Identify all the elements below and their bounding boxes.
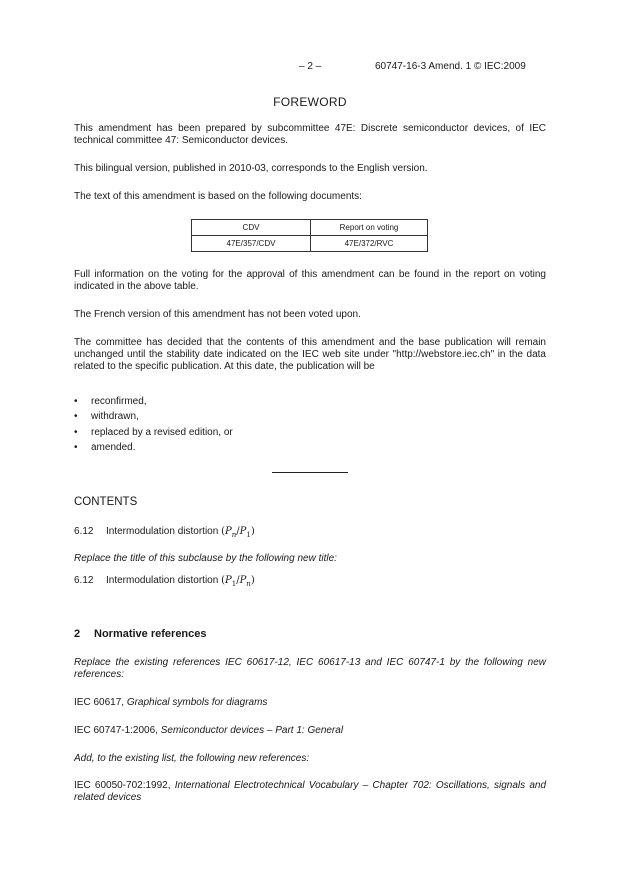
foreword-paragraph-6: The committee has decided that the contents of this amendment and the base publication will remain unchanged until the stability date indicated on the IEC web site under "http://webstore.iec.ch" in the data related to the specific publication. At this date, the publication will be [74,337,546,372]
list-item: • replaced by a revised edition, or [74,426,233,438]
formula-old: $(P_n/P_1)$ [221,526,255,539]
document-reference: 60747-16-3 Amend. 1 © IEC:2009 [375,61,526,72]
voting-documents-table [191,219,428,252]
references-instruction-1: Replace the existing references IEC 60617-12, IEC 60617-13 and IEC 60747-1 by the following new references: [74,657,546,680]
contents-new-item [74,575,255,590]
contents-title: CONTENTS [74,496,138,508]
section-divider [272,472,348,473]
reference-item: IEC 60050-702:1992, International Electrotechnical Vocabulary – Chapter 702: Oscillations, signals and related devices [74,780,547,803]
bullet-icon: • [74,411,78,423]
foreword-paragraph-2: This bilingual version, published in 2010-03, corresponds to the English version. [74,163,428,174]
bullet-icon: • [74,396,78,407]
bullet-icon: • [74,426,78,438]
contents-instruction: Replace the title of this subclause by the following new title: [74,553,337,564]
list-item: • withdrawn, [74,411,139,423]
foreword-paragraph-4: Full information on the voting for the approval of this amendment can be found in the report on voting indicated in the above table. [74,269,546,292]
table-row [192,236,428,252]
foreword-title: FOREWORD [273,95,347,109]
foreword-paragraph-3: The text of this amendment is based on the following documents: [74,191,362,202]
subclause-title: Intermodulation distortion [106,526,219,537]
formula-new: $(P_1/P_n)$ [221,575,255,588]
section-number: 2 [74,628,81,640]
table-cell: 47E/357/CDV [192,236,311,252]
section-title: Normative references [94,628,207,640]
subclause-title: Intermodulation distortion [106,575,219,586]
bullet-icon: • [74,441,78,453]
list-item: • amended. [74,441,136,453]
publication-status-list [74,396,233,457]
table-header-cell: Report on voting [311,220,428,236]
table-header-row [192,220,428,236]
subclause-number: 6.12 [74,575,94,586]
references-instruction-2: Add, to the existing list, the following new references: [74,753,310,764]
page-number: – 2 – [299,61,322,72]
subclause-number: 6.12 [74,526,94,537]
list-item: • reconfirmed, [74,396,147,407]
foreword-paragraph-1: This amendment has been prepared by subcommittee 47E: Discrete semiconductor devices, of IEC technical committee 47: Semiconductor devices. [74,123,546,146]
reference-item: IEC 60747-1:2006, Semiconductor devices – Part 1: General [74,725,344,736]
foreword-paragraph-5: The French version of this amendment has not been voted upon. [74,309,361,320]
contents-old-item [74,526,255,541]
reference-item: IEC 60617, Graphical symbols for diagrams [74,697,268,708]
table-cell: 47E/372/RVC [311,236,428,252]
table-header-cell: CDV [192,220,311,236]
section-heading [74,628,207,640]
